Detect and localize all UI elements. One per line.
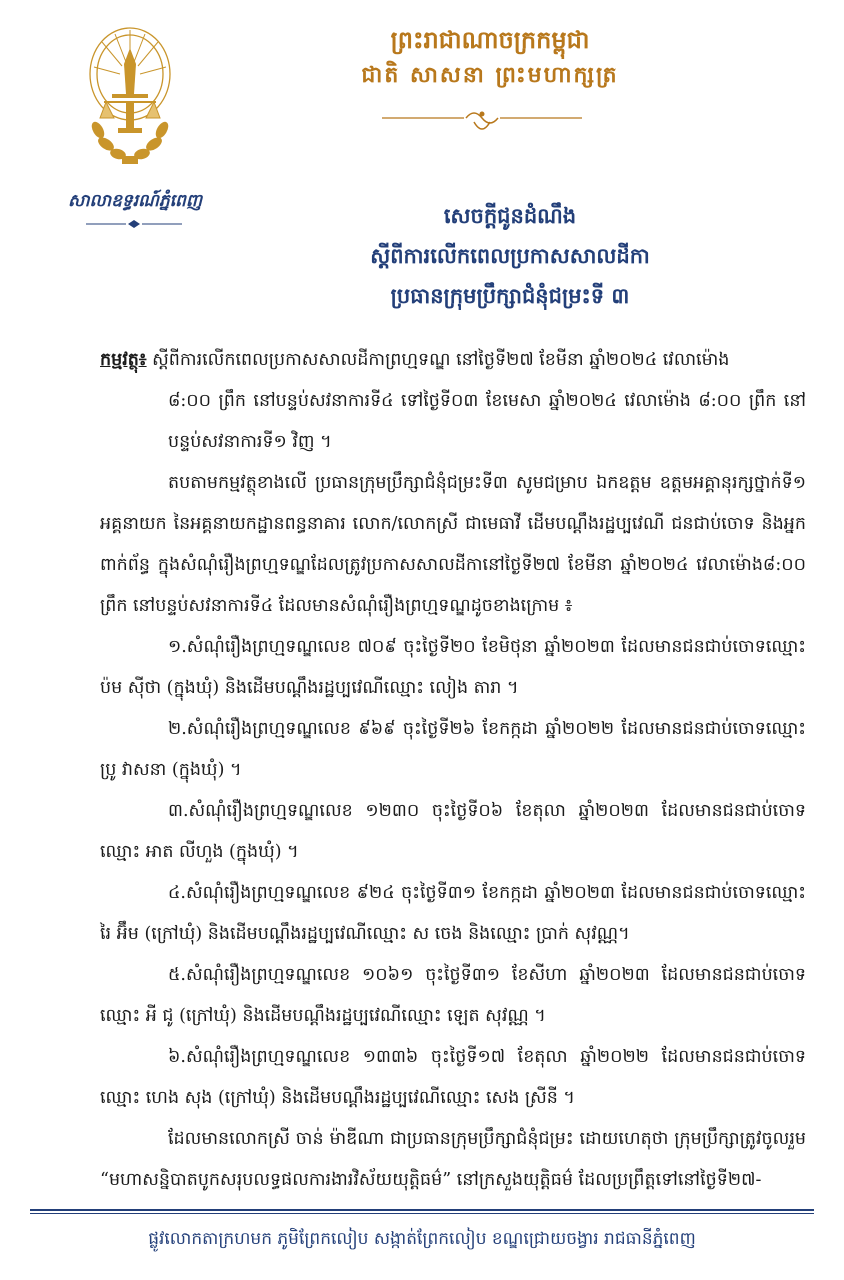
kingdom-motto: ជាតិ សាសនា ព្រះមហាក្សត្រ	[361, 62, 619, 88]
notice-title	[300, 196, 720, 316]
case-item: ៣.សំណុំរឿងព្រហ្មទណ្ឌលេខ ១២៣០ ចុះថ្ងៃទី០៦ ខែតុលា ឆ្នាំ២០២៣ ដែលមានជនជាប់ចោទឈ្មោះ អាត លីហួង (ក្នុងឃុំ) ។	[100, 801, 806, 862]
closing-paragraph: ដែលមានលោកស្រី ចាន់ ម៉ាឌីណា ជាប្រធានក្រុមប្រឹក្សាជំនុំជម្រះ ដោយហេតុថា ក្រុមប្រឹក្សាត្រូវចូលរួម “មហាសន្និបាតបូកសរុបលទ្ធផលការងារវិស័យយុត្តិធម៌” នៅក្រសួងយុត្តិធម៌ ដែលប្រព្រឹត្តទៅនៅថ្ងៃទី២៧-	[100, 1129, 806, 1190]
case-item: ៥.សំណុំរឿងព្រហ្មទណ្ឌលេខ ១០៦១ ចុះថ្ងៃទី៣១ ខែសីហា ឆ្នាំ២០២៣ ដែលមានជនជាប់ចោទឈ្មោះ អី ជូ (ក្រៅឃុំ) និងដើមបណ្ដឹងរដ្ឋប្បវេណីឈ្មោះ ឡេត សុវណ្ណ ។	[100, 965, 806, 1026]
kingdom-header	[330, 22, 650, 92]
subject-label: កម្មវត្ថុ៖	[100, 350, 147, 370]
title-line-3: ប្រធានក្រុមប្រឹក្សាជំនុំជម្រះទី ៣	[390, 283, 630, 308]
case-item: ២.សំណុំរឿងព្រហ្មទណ្ឌលេខ ៩៦៩ ចុះថ្ងៃទី២៦ ខែកក្កដា ឆ្នាំ២០២២ ដែលមានជនជាប់ចោទឈ្មោះ ប្រូ វាសនា (ក្នុងឃុំ) ។	[100, 719, 806, 780]
title-line-2: ស្ដីពីការលើកពេលប្រកាសសាលដីកា	[370, 243, 650, 268]
subject-continuation: ៨:០០ ព្រឹក នៅបន្ទប់សវនាការទី៤ ទៅថ្ងៃទី០៣ ខែមេសា ឆ្នាំ២០២៤ វេលាម៉ោង ៨:០០ ព្រឹក នៅបន្ទប់សវនាការទី១ វិញ ។	[168, 391, 806, 452]
footer-divider	[30, 1209, 814, 1211]
case-item: ៤.សំណុំរឿងព្រហ្មទណ្ឌលេខ ៩២៤ ចុះថ្ងៃទី៣១ ខែកក្កដា ឆ្នាំ២០២៣ ដែលមានជនជាប់ចោទឈ្មោះ រៃ អ៊ឹម (ក្រៅឃុំ) និងដើមបណ្ដឹងរដ្ឋប្បវេណីឈ្មោះ ស ចេង និងឈ្មោះ ប្រាក់ សុវណ្ណ។	[100, 883, 806, 944]
case-item: ១.សំណុំរឿងព្រហ្មទណ្ឌលេខ ៧០៩ ចុះថ្ងៃទី២០ ខែមិថុនា ឆ្នាំ២០២៣ ដែលមានជនជាប់ចោទឈ្មោះ ប៉ម ស៊ីថា (ក្នុងឃុំ) និងដើមបណ្ដឹងរដ្ឋប្បវេណីឈ្មោះ លៀង តារា ។	[100, 637, 806, 698]
intro-paragraph: តបតាមកម្មវត្ថុខាងលើ ប្រធានក្រុមប្រឹក្សាជំនុំជម្រះទី៣ សូមជម្រាប ឯកឧត្តម ឧត្តមអគ្គានុរក្សថ្នាក់ទី១ អគ្គនាយក នៃអគ្គនាយកដ្ឋានពន្ធនាគារ លោក/លោកស្រី ជាមេធាវី ដើមបណ្ដឹងរដ្ឋប្បវេណី ជនជាប់ចោទ និងអ្នកពាក់ព័ន្ធ ក្នុងសំណុំរឿងព្រហ្មទណ្ឌដែលត្រូវប្រកាសសាលដីកានៅថ្ងៃទី២៧ ខែមីនា ឆ្នាំ២០២៤ វេលាម៉ោង៨:០០ ព្រឹក នៅបន្ទប់សវនាការទី៤ ដែលមានសំណុំរឿងព្រហ្មទណ្ឌដូចខាងក្រោម ៖	[100, 473, 806, 616]
footer-address: ផ្លូវលោកតាក្រហមក ភូមិព្រែកលៀប សង្កាត់ព្រែកលៀប ខណ្ឌជ្រោយចង្វារ រាជធានីភ្នំពេញ	[148, 1229, 696, 1249]
kingdom-title: ព្រះរាជាណាចក្រកម្ពុជា	[390, 25, 590, 54]
subject-paragraph	[100, 340, 806, 381]
notice-body	[100, 340, 806, 1201]
subject-text: ស្ដីពីការលើកពេលប្រកាសសាលដីកាព្រហ្មទណ្ឌ នៅថ្ងៃទី២៧ ខែមីនា ឆ្នាំ២០២៤ វេលាម៉ោង	[146, 350, 730, 370]
court-emblem-icon	[82, 22, 178, 168]
footer-divider-thin	[30, 1213, 814, 1214]
divider-ornament-icon	[84, 218, 184, 230]
header-ornament-icon	[382, 100, 582, 140]
case-item: ៦.សំណុំរឿងព្រហ្មទណ្ឌលេខ ១៣៣៦ ចុះថ្ងៃទី១៧ ខែតុលា ឆ្នាំ២០២២ ដែលមានជនជាប់ចោទឈ្មោះ ហេង សុង (ក្រៅឃុំ) និងដើមបណ្ដឹងរដ្ឋប្បវេណីឈ្មោះ សេង ស្រីនី ។	[100, 1047, 806, 1108]
title-line-1: សេចក្ដីជូនដំណឹង	[443, 203, 577, 228]
court-name: សាលាឧទ្ធរណ៍ភ្នំពេញ	[67, 191, 203, 211]
